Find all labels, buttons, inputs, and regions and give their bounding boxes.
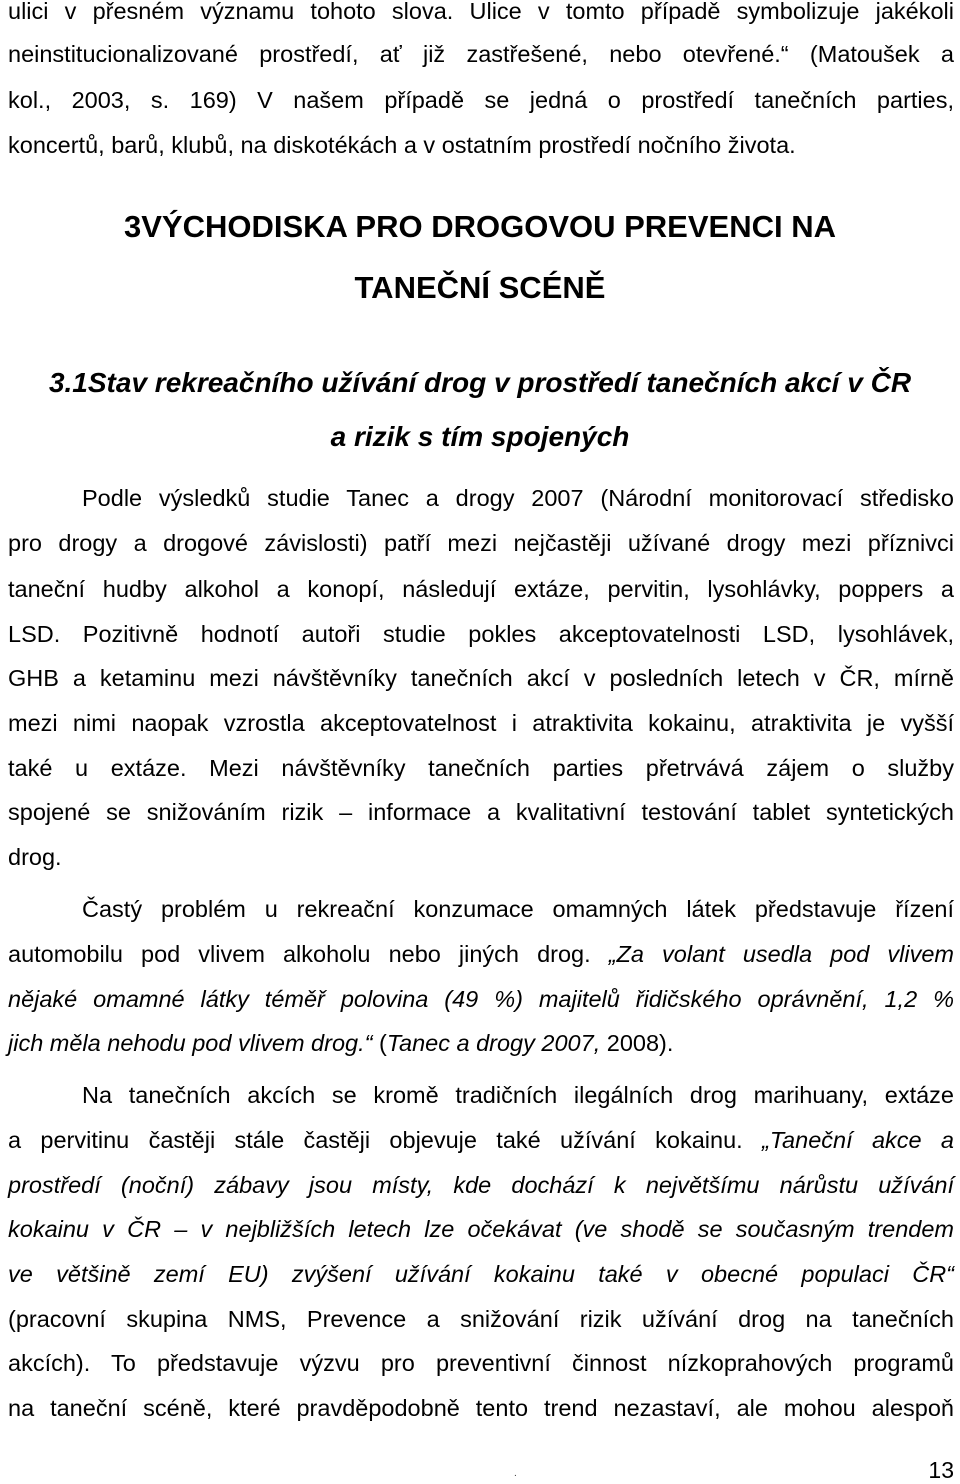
paragraph-line: Podle výsledků studie Tanec a drogy 2007 (Národní monitorovací středisko bbox=[82, 485, 954, 511]
quote-line: ve většině zemí EU) zvýšení užívání kokainu také v obecné populaci ČR“ bbox=[8, 1261, 954, 1287]
paragraph-line: LSD. Pozitivně hodnotí autoři studie pokles akceptovatelnosti LSD, lysohlávek, bbox=[8, 621, 954, 647]
paragraph-line: taneční hudby alkohol a konopí, následují extáze, pervitin, lysohlávky, poppers a bbox=[8, 576, 954, 602]
quote-span: „Za volant usedla pod vlivem bbox=[608, 941, 954, 967]
text-span: automobilu pod vlivem alkoholu nebo jiných drog. bbox=[8, 941, 609, 967]
paragraph-line: pro drogy a drogové závislosti) patří mezi nejčastěji užívané drogy mezi příznivci bbox=[8, 530, 954, 556]
paragraph-line bbox=[8, 1125, 954, 1155]
paragraph-line: také u extáze. Mezi návštěvníky tanečních parties přetrvává zájem o služby bbox=[8, 755, 954, 781]
chapter-heading: TANEČNÍ SCÉNĚ bbox=[354, 270, 606, 305]
text-line: ulici v přesném významu tohoto slova. Ulice v tomto případě symbolizuje jakékoli bbox=[8, 0, 954, 24]
paragraph-line bbox=[8, 1028, 954, 1058]
chapter-heading: 3VÝCHODISKA PRO DROGOVOU PREVENCI NA bbox=[124, 209, 836, 244]
text-line: koncertů, barů, klubů, na diskotékách a v ostatním prostředí nočního života. bbox=[8, 132, 796, 158]
footer-dot: . bbox=[514, 1468, 517, 1479]
paragraph-line: GHB a ketaminu mezi návštěvníky tanečních akcí v posledních letech v ČR, mírně bbox=[8, 665, 954, 691]
paragraph-line: akcích). To představuje výzvu pro preventivní činnost nízkoprahových programů bbox=[8, 1350, 954, 1376]
paragraph-line: Častý problém u rekreační konzumace omamných látek představuje řízení bbox=[82, 896, 954, 922]
quote-line: nějaké omamné látky téměř polovina (49 %) majitelů řidičského oprávnění, 1,2 % bbox=[8, 986, 954, 1012]
section-heading: a rizik s tím spojených bbox=[330, 421, 630, 452]
quote-line: prostředí (noční) zábavy jsou místy, kde dochází k největšímu nárůstu užívání bbox=[8, 1172, 954, 1198]
paragraph-line: spojené se snižováním rizik – informace a kvalitativní testování tablet syntetických bbox=[8, 799, 954, 825]
text-span: ( bbox=[372, 1030, 387, 1056]
paragraph-line: (pracovní skupina NMS, Prevence a snižování rizik užívání drog na tanečních bbox=[8, 1306, 954, 1332]
citation-span: Tanec a drogy 2007, bbox=[386, 1030, 601, 1056]
text-line: neinstitucionalizované prostředí, ať již zastřešené, nebo otevřené.“ (Matoušek a bbox=[8, 41, 954, 67]
paragraph-line: mezi nimi naopak vzrostla akceptovatelnost i atraktivita kokainu, atraktivita je vyšší bbox=[8, 710, 954, 736]
paragraph-line bbox=[8, 939, 954, 969]
section-heading: 3.1Stav rekreačního užívání drog v prostředí tanečních akcí v ČR bbox=[48, 367, 912, 398]
paragraph-line: Na tanečních akcích se kromě tradičních ilegálních drog marihuany, extáze bbox=[82, 1082, 954, 1108]
page-number: 13 bbox=[928, 1457, 954, 1483]
quote-span: jich měla nehodu pod vlivem drog.“ bbox=[8, 1030, 373, 1056]
text-line: kol., 2003, s. 169) V našem případě se jedná o prostředí tanečních parties, bbox=[8, 87, 954, 113]
quote-span: „Taneční akce a bbox=[762, 1127, 954, 1153]
paragraph-line: na taneční scéně, které pravděpodobně tento trend nezastaví, ale mohou alespoň bbox=[8, 1395, 954, 1421]
text-span: a pervitinu častěji stále častěji objevuje také užívání kokainu. bbox=[8, 1127, 763, 1153]
paragraph-line: drog. bbox=[8, 844, 62, 870]
text-span: 2008). bbox=[600, 1030, 674, 1056]
quote-line: kokainu v ČR – v nejbližších letech lze očekávat (ve shodě se současným trendem bbox=[8, 1216, 954, 1242]
